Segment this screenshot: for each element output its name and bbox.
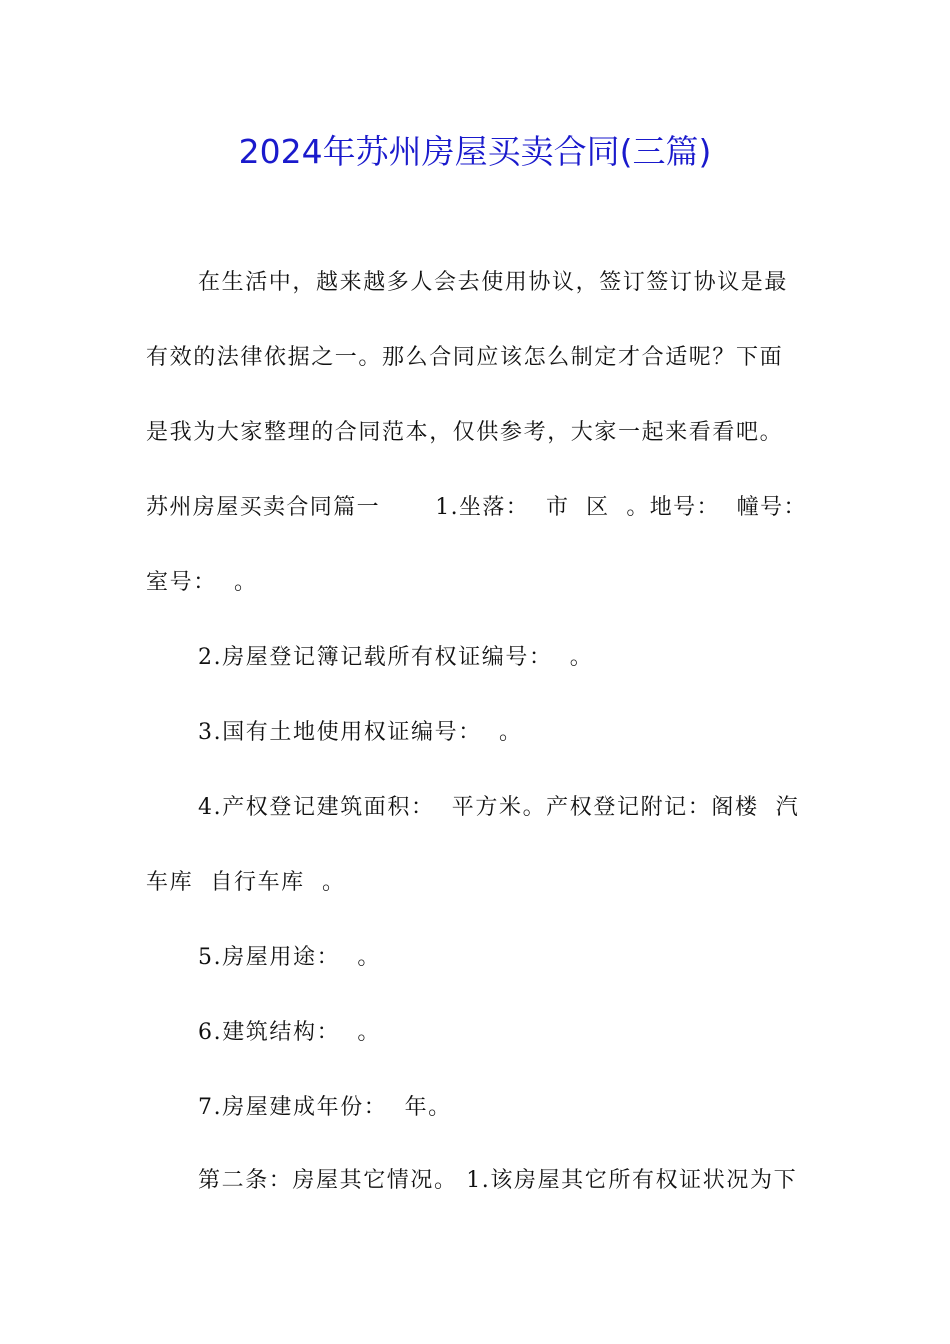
body-line-12: 7.房屋建成年份： 年。 xyxy=(198,1095,452,1120)
body-line-9: 车库 自行车库 。 xyxy=(146,870,346,895)
body-line-4: 苏州房屋买卖合同篇一 1.坐落： 市 区 。地号： 幢号： xyxy=(146,495,807,520)
body-line-11: 6.建筑结构： 。 xyxy=(198,1020,381,1045)
body-line-10: 5.房屋用途： 。 xyxy=(198,945,381,970)
body-line-13: 第二条：房屋其它情况。 1.该房屋其它所有权证状况为下 xyxy=(198,1168,798,1193)
body-line-8: 4.产权登记建筑面积： 平方米。产权登记附记：阁楼 汽 xyxy=(198,795,800,820)
body-line-5: 室号： 。 xyxy=(146,570,258,595)
body-line-7: 3.国有土地使用权证编号： 。 xyxy=(198,720,523,745)
body-line-6: 2.房屋登记簿记载所有权证编号： 。 xyxy=(198,645,594,670)
document-title: 2024年苏州房屋买卖合同(三篇) xyxy=(238,132,712,171)
body-line-1: 在生活中，越来越多人会去使用协议，签订签订协议是最 xyxy=(198,270,789,295)
body-line-2: 有效的法律依据之一。那么合同应该怎么制定才合适呢？下面 xyxy=(146,345,784,370)
body-line-3: 是我为大家整理的合同范本，仅供参考，大家一起来看看吧。 xyxy=(146,420,784,445)
